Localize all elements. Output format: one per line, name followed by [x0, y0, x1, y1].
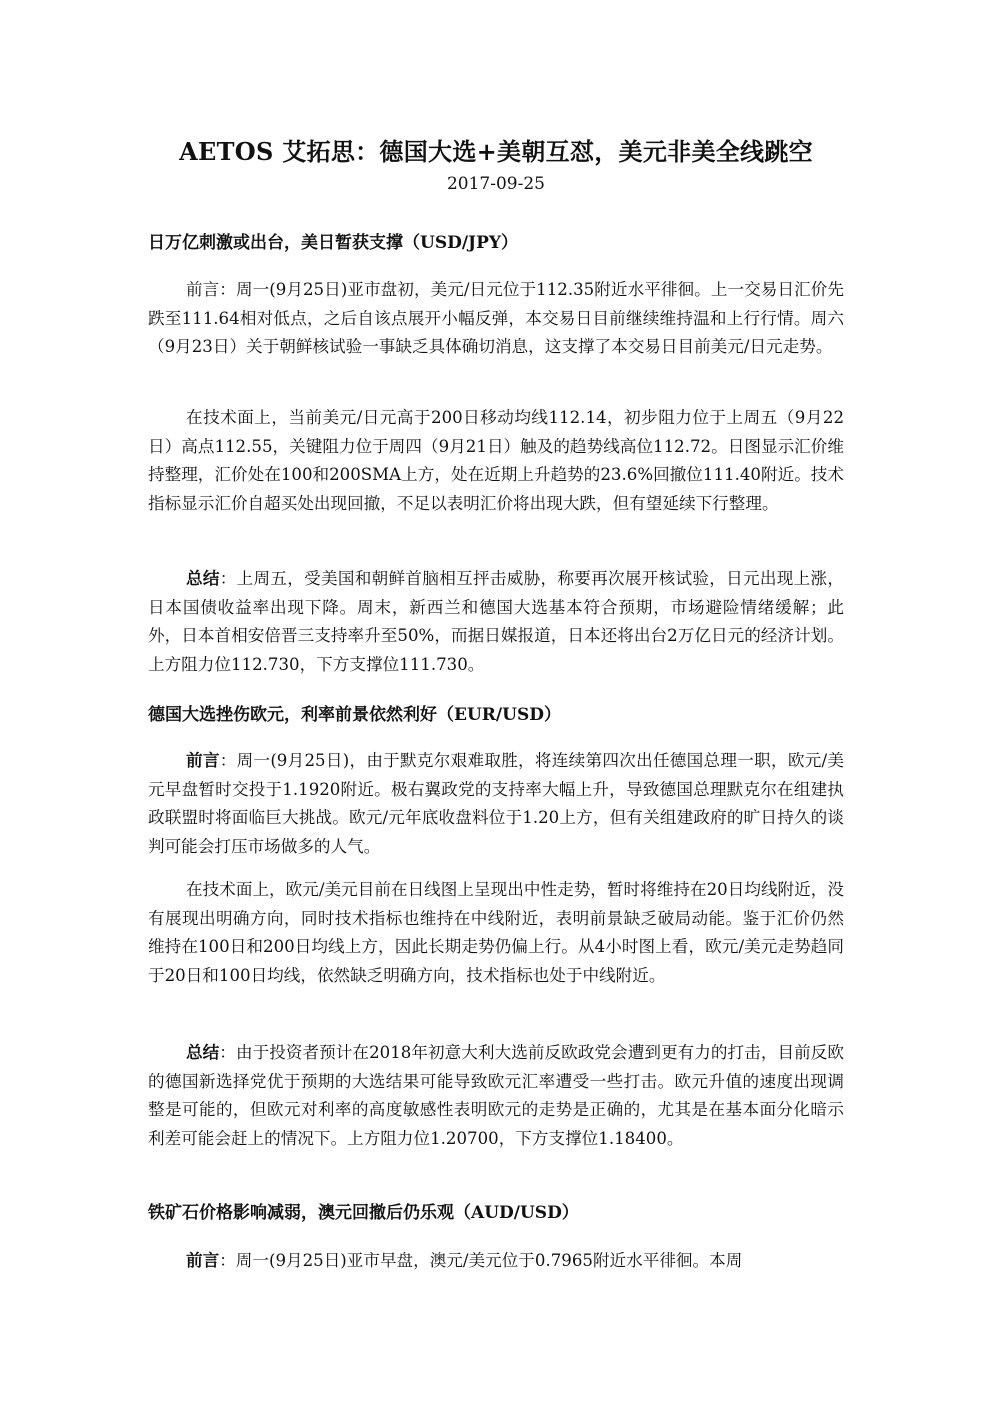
summary-text: ：上周五，受美国和朝鲜首脑相互抨击威胁，称要再次展开核试验，日元出现上涨，日本国债收益率出现下降。周末，新西兰和德国大选基本符合预期，市场避险情绪缓解；此外，日本首相安倍晋三支持率升至50%，而据日媒报道，日本还将出台2万亿日元的经济计划。上方阻力位112.730，下方支撑位111.730。 — [148, 569, 845, 674]
intro-label: 前言 — [186, 750, 220, 770]
paragraph-eurusd-summary — [148, 1038, 844, 1153]
document-title: AETOS 艾拓思：德国大选+美朝互怼，美元非美全线跳空 — [179, 137, 813, 166]
intro-label: 前言 — [186, 1250, 220, 1270]
section-heading-audusd: 铁矿石价格影响减弱，澳元回撤后仍乐观（AUD/USD） — [148, 1203, 579, 1223]
paragraph-usdjpy-technical: 在技术面上，当前美元/日元高于200日移动均线112.14，初步阻力位于上周五（9月22日）高点112.55，关键阻力位于周四（9月21日）触及的趋势线高位112.72。日图显示汇价维持整理，汇价处在100和200SMA上方，处在近期上升趋势的23.6%回撤位111.40附近。技术指标显示汇价自超买处出现回撤，不足以表明汇价将出现大跌，但有望延续下行整理。 — [148, 408, 844, 513]
intro-text: ：周一(9月25日)，由于默克尔艰难取胜，将连续第四次出任德国总理一职，欧元/美元早盘暂时交投于1.1920附近。极右翼政党的支持率大幅上升，导致德国总理默克尔在组建执政联盟时将面临巨大挑战。欧元/元年底收盘料位于1.20上方，但有关组建政府的旷日持久的谈判可能会打压市场做多的人气。 — [148, 751, 845, 856]
summary-text: ：由于投资者预计在2018年初意大利大选前反欧政党会遭到更有力的打击，目前反欧的德国新选择党优于预期的大选结果可能导致欧元汇率遭受一些打击。欧元升值的速度出现调整是可能的，但欧元对利率的高度敏感性表明欧元的走势是正确的，尤其是在基本面分化暗示利差可能会赶上的情况下。上方阻力位1.20700，下方支撑位1.18400。 — [148, 1043, 845, 1148]
paragraph-eurusd-technical: 在技术面上，欧元/美元目前在日线图上呈现出中性走势，暂时将维持在20日均线附近，没有展现出明确方向，同时技术指标也维持在中线附近，表明前景缺乏破局动能。鉴于汇价仍然维持在100日和200日均线上方，因此长期走势仍偏上行。从4小时图上看，欧元/美元走势趋同于20日和100日均线，依然缺乏明确方向，技术指标也处于中线附近。 — [148, 880, 844, 985]
document-date: 2017-09-25 — [446, 174, 545, 194]
section-heading-eurusd: 德国大选挫伤欧元，利率前景依然利好（EUR/USD） — [148, 705, 561, 725]
paragraph-usdjpy-intro: 前言：周一(9月25日)亚市盘初，美元/日元位于112.35附近水平徘徊。上一交易日汇价先跌至111.64相对低点，之后自该点展开小幅反弹，本交易日目前继续维持温和上行行情。周六（9月23日）关于朝鲜核试验一事缺乏具体确切消息，这支撑了本交易日目前美元/日元走势。 — [148, 280, 844, 356]
summary-label: 总结 — [186, 568, 220, 588]
paragraph-eurusd-intro — [148, 746, 844, 861]
intro-text: ：周一(9月25日)亚市早盘，澳元/美元位于0.7965附近水平徘徊。本周 — [219, 1251, 743, 1270]
summary-label: 总结 — [186, 1042, 220, 1062]
paragraph-usdjpy-summary — [148, 564, 844, 679]
section-heading-usdjpy: 日万亿刺激或出台，美日暂获支撑（USD/JPY） — [148, 233, 519, 253]
paragraph-audusd-intro — [148, 1246, 844, 1276]
